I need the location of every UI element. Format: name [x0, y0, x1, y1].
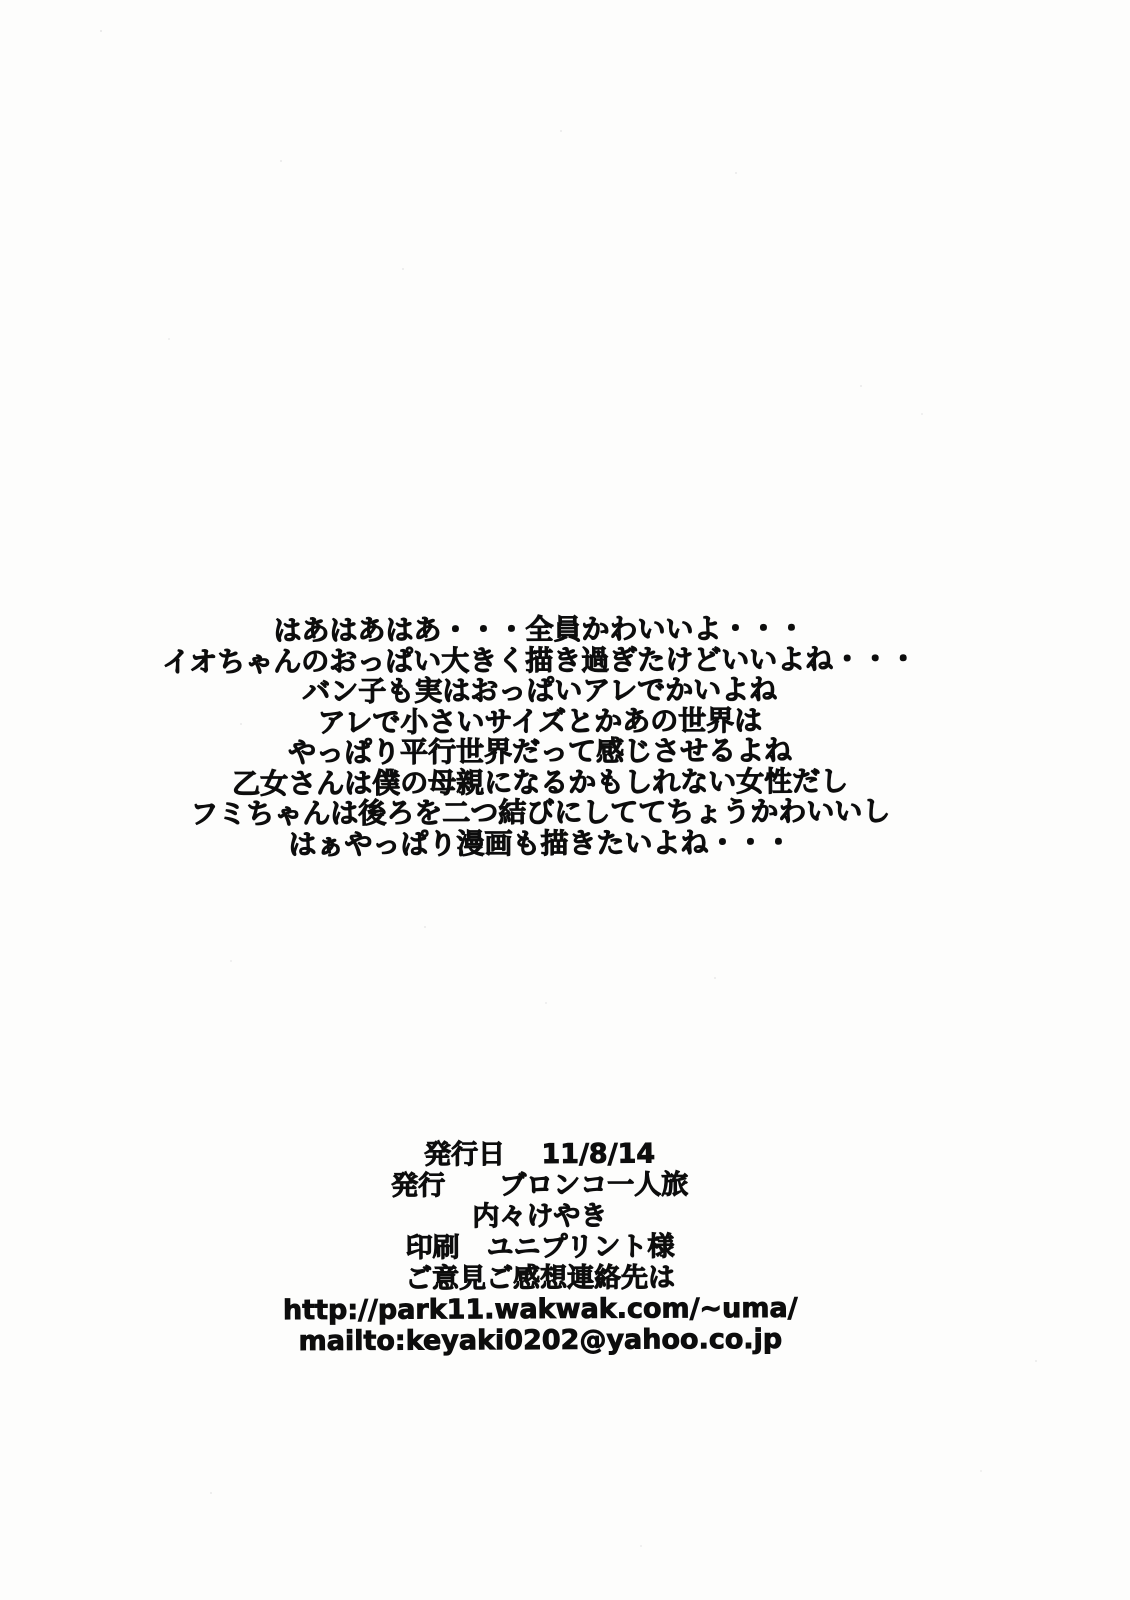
- colophon-block: [0, 1137, 1080, 1359]
- afterword-line-6: 乙女さんは僕の母親になるかもしれない女性だし: [232, 764, 849, 800]
- afterword-line-4: アレで小さいサイズとかあの世界は: [317, 703, 763, 739]
- colophon-circle-line: 発行 ブロンコ一人旅: [391, 1169, 689, 1202]
- paper-noise: [0, 0, 2, 2]
- afterword-line-2: イオちゃんのおっぱい大きく描き過ぎたけどいいよね・・・: [162, 641, 918, 679]
- colophon-printer-line: 印刷 ユニプリント様: [405, 1231, 675, 1264]
- afterword-line-3: バン子も実はおっぱいアレでかいよね: [302, 672, 778, 709]
- colophon-contact-heading-line: ご意見ご感想連絡先は: [405, 1262, 676, 1295]
- colophon-website-url: http://park11.wakwak.com/~uma/: [282, 1292, 798, 1327]
- afterword-text-block: [0, 613, 1081, 862]
- afterword-line-5: やっぱり平行世界だって感じさせるよね: [287, 733, 793, 770]
- afterword-line-7: フミちゃんは後ろを二つ結びにしててちょうかわいいし: [190, 794, 891, 831]
- colophon-publish-date-line: 発行日 11/8/14: [423, 1138, 656, 1171]
- afterword-line-8: はぁやっぱり漫画も描きたいよね・・・: [288, 825, 793, 861]
- afterword-line-1: はあはあはあ・・・全員かわいいよ・・・: [273, 611, 806, 648]
- colophon-author-line: 内々けやき: [472, 1200, 608, 1233]
- colophon-email-address: mailto:keyaki0202@yahoo.co.jp: [298, 1323, 783, 1358]
